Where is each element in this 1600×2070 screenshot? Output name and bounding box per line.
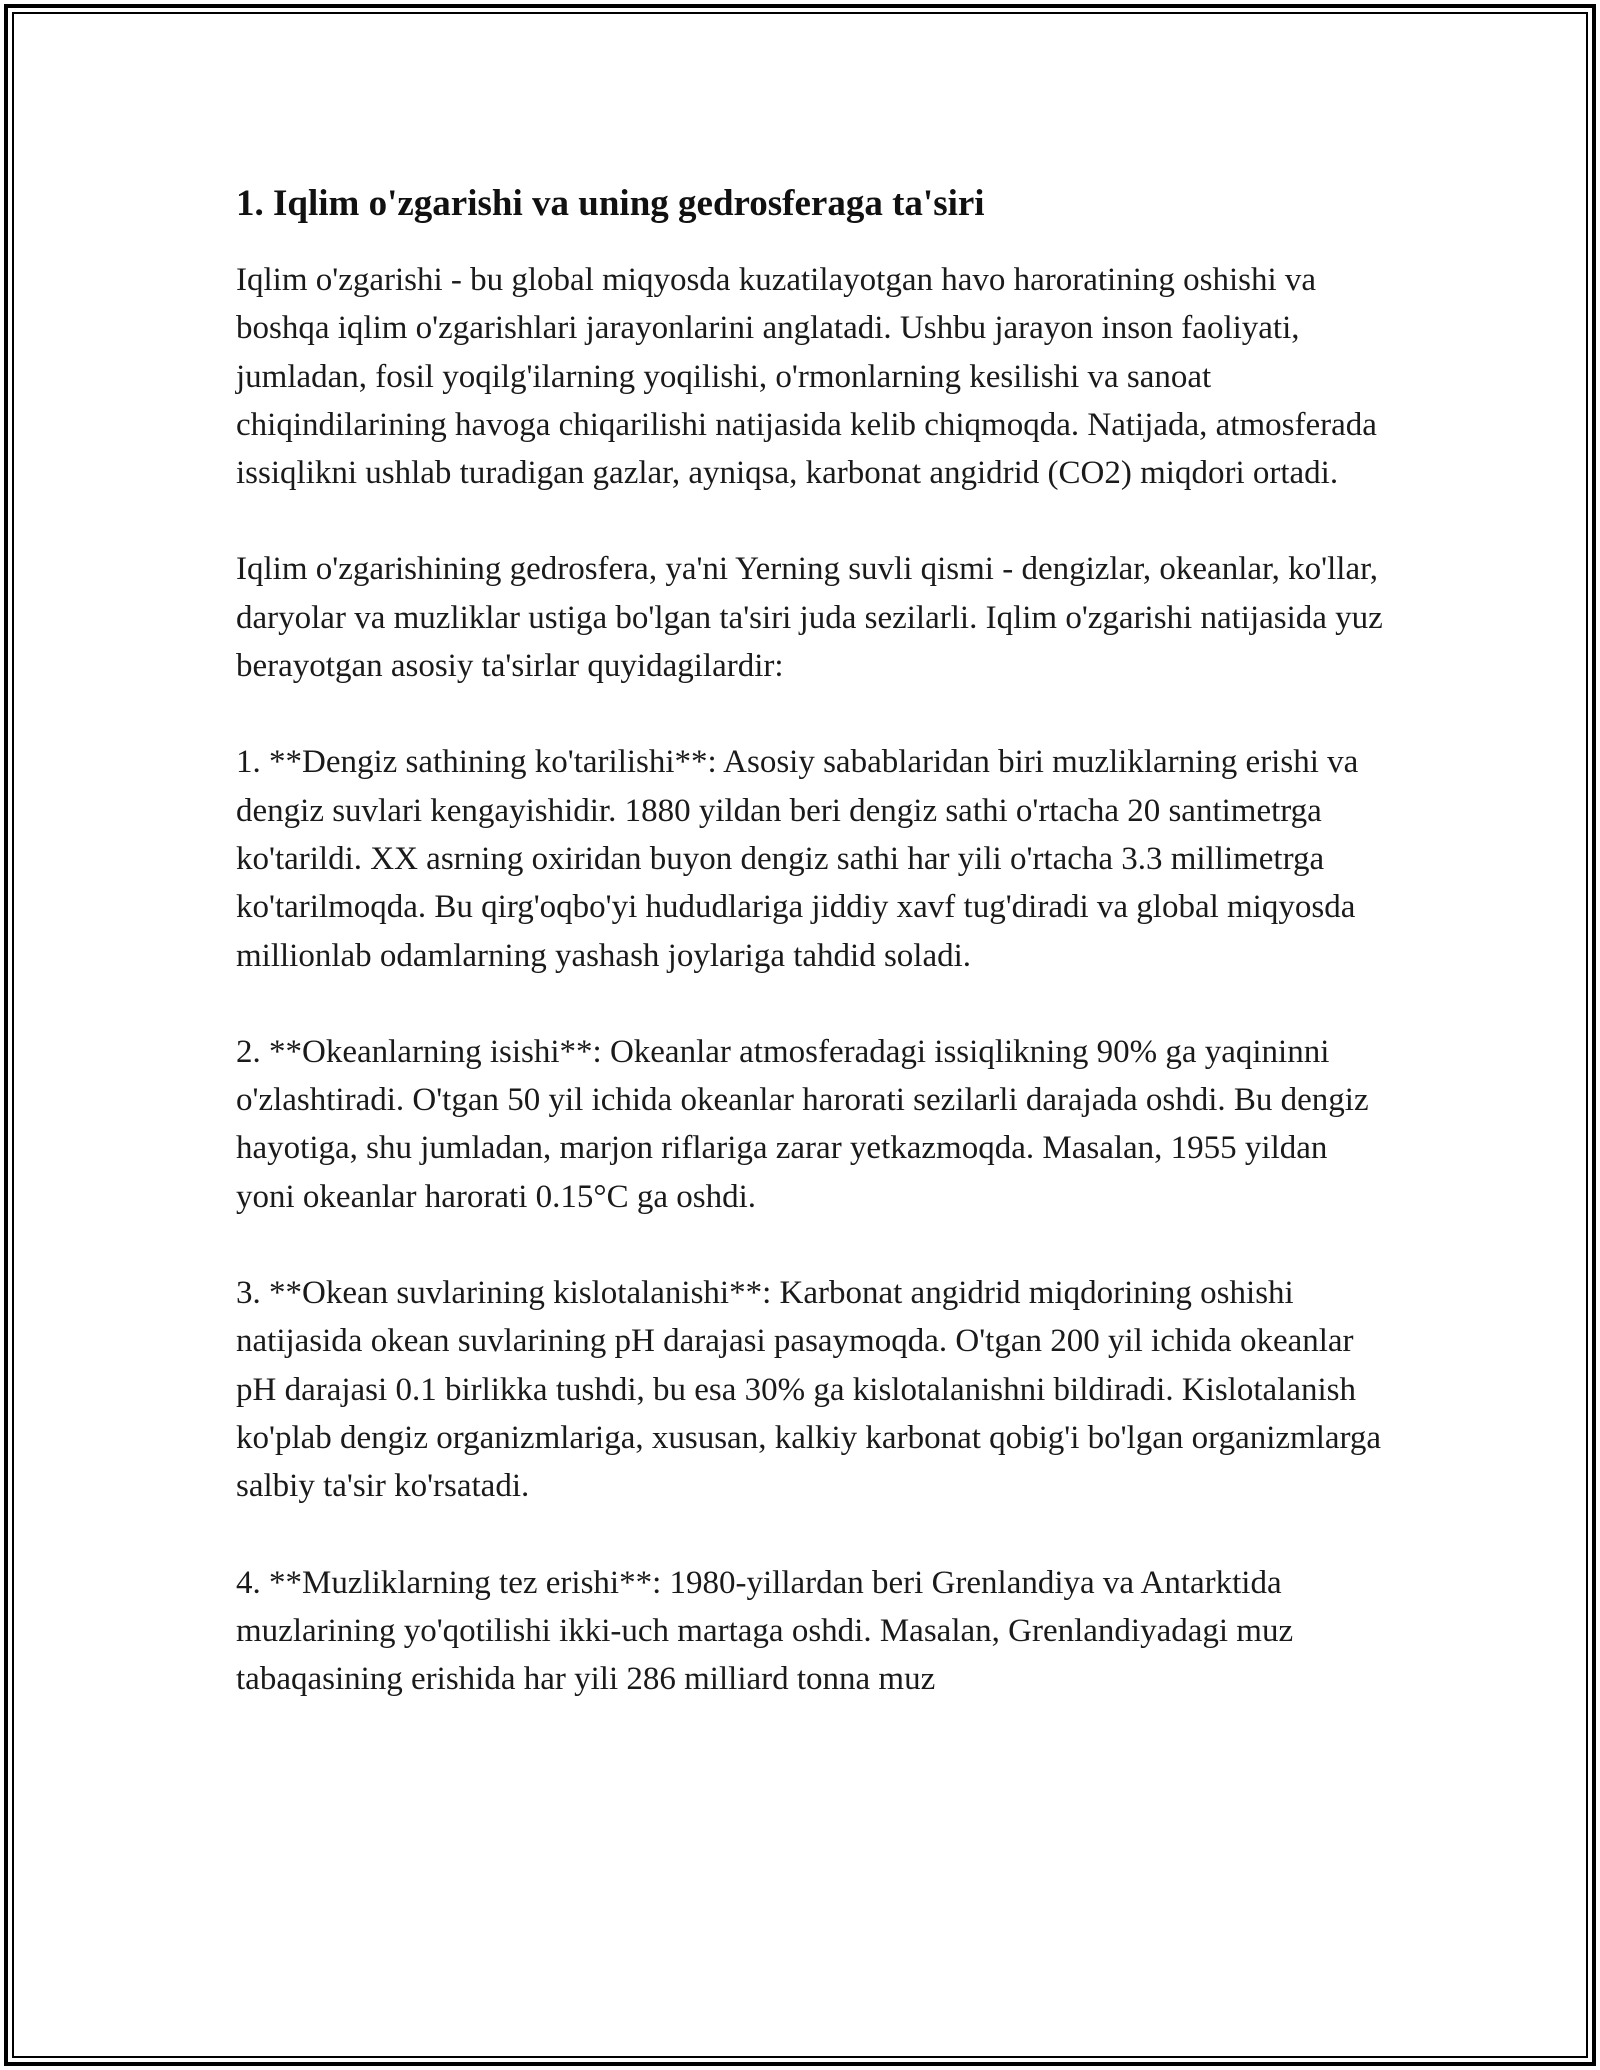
section-title: 1. Iqlim o'zgarishi va uning gedrosferaga ta'siri [236, 183, 985, 224]
list-item-glacier-melting: 4. **Muzliklarning tez erishi**: 1980-yillardan beri Grenlandiya va Antarktida muzlarining yo'qotilishi ikki-uch martaga oshdi. Masalan, Grenlandiyadagi muz tabaqasining erishida har yili 286 milliard tonna muz [236, 1564, 1294, 1698]
list-item-ocean-warming: 2. **Okeanlarning isishi**: Okeanlar atmosferadagi issiqlikning 90% ga yaqininni o'zlashtiradi. O'tgan 50 yil ichida okeanlar harorati sezilarli darajada oshdi. Bu dengiz hayotiga, shu jumladan, marjon riflariga zarar yetkazmoqda. Masalan, 1955 yildan yoni okeanlar harorati 0.15°C ga oshdi. [236, 1033, 1369, 1215]
list-item-ocean-acidification: 3. **Okean suvlarining kislotalanishi**: Karbonat angidrid miqdorining oshishi natijasida okean suvlarining pH darajasi pasaymoqda. O'tgan 200 yil ichida okeanlar pH darajasi 0.1 birlikka tushdi, bu esa 30% ga kislotalanishni bildiradi. Kislotalanish ko'plab dengiz organizmlariga, xususan, kalkiy karbonat qobig'i bo'lgan organizmlarga salbiy ta'sir ko'rsatadi. [236, 1275, 1382, 1505]
document-body [236, 180, 1386, 1703]
paragraph-intro: Iqlim o'zgarishi - bu global miqyosda kuzatilayotgan havo haroratining oshishi va boshqa iqlim o'zgarishlari jarayonlarini anglatadi. Ushbu jarayon inson faoliyati, jumladan, fosil yoqilg'ilarning yoqilishi, o'rmonlarning kesilishi va sanoat chiqindilarining havoga chiqarilishi natijasida kelib chiqmoqda. Natijada, atmosferada issiqlikni ushlab turadigan gazlar, ayniqsa, karbonat angidrid (CO2) miqdori ortadi. [236, 262, 1377, 492]
list-item-sea-level-rise: 1. **Dengiz sathining ko'tarilishi**: Asosiy sabablaridan biri muzliklarning erishi va dengiz suvlari kengayishidir. 1880 yildan beri dengiz sathi o'rtacha 20 santimetrga ko'tarildi. XX asrning oxiridan buyon dengiz sathi har yili o'rtacha 3.3 millimetrga ko'tarilmoqda. Bu qirg'oqbo'yi hududlariga jiddiy xavf tug'diradi va global miqyosda millionlab odamlarning yashash joylariga tahdid soladi. [236, 744, 1359, 974]
paragraph-hydrosphere-impact: Iqlim o'zgarishining gedrosfera, ya'ni Yerning suvli qismi - dengizlar, okeanlar, ko'llar, daryolar va muzliklar ustiga bo'lgan ta'siri juda sezilarli. Iqlim o'zgarishi natijasida yuz berayotgan asosiy ta'sirlar quyidagilardir: [236, 551, 1383, 685]
